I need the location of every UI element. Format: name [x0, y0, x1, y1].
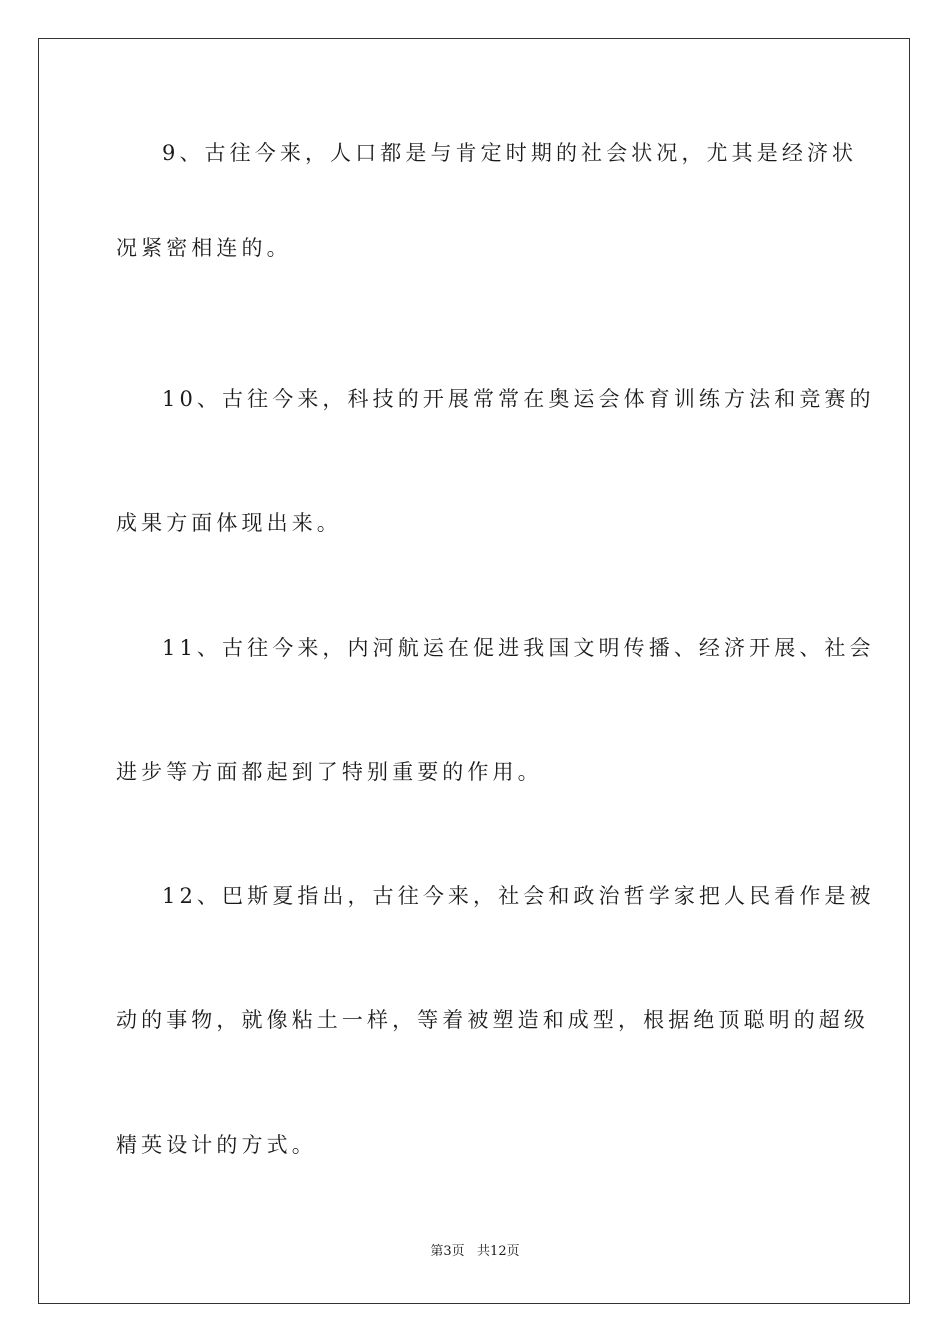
paragraph-11-line-2: 进步等方面都起到了特别重要的作用。 — [116, 760, 543, 784]
paragraph-12-line-3: 精英设计的方式。 — [116, 1133, 317, 1157]
page-border — [38, 38, 910, 1304]
paragraph-9-line-2: 况紧密相连的。 — [116, 236, 292, 260]
paragraph-10-line-1: 10、古往今来，科技的开展常常在奥运会体育训练方法和竞赛的 — [162, 387, 875, 411]
paragraph-12-line-1: 12、巴斯夏指出，古往今来，社会和政治哲学家把人民看作是被 — [162, 884, 875, 908]
page-number-footer: 第3页 共12页 — [430, 1244, 520, 1259]
paragraph-11-line-1: 11、古往今来，内河航运在促进我国文明传播、经济开展、社会 — [162, 636, 875, 660]
paragraph-10-line-2: 成果方面体现出来。 — [116, 511, 342, 535]
paragraph-9-line-1: 9、古往今来，人口都是与肯定时期的社会状况，尤其是经济状 — [162, 141, 858, 165]
paragraph-12-line-2: 动的事物，就像粘土一样，等着被塑造和成型，根据绝顶聪明的超级 — [116, 1008, 869, 1032]
